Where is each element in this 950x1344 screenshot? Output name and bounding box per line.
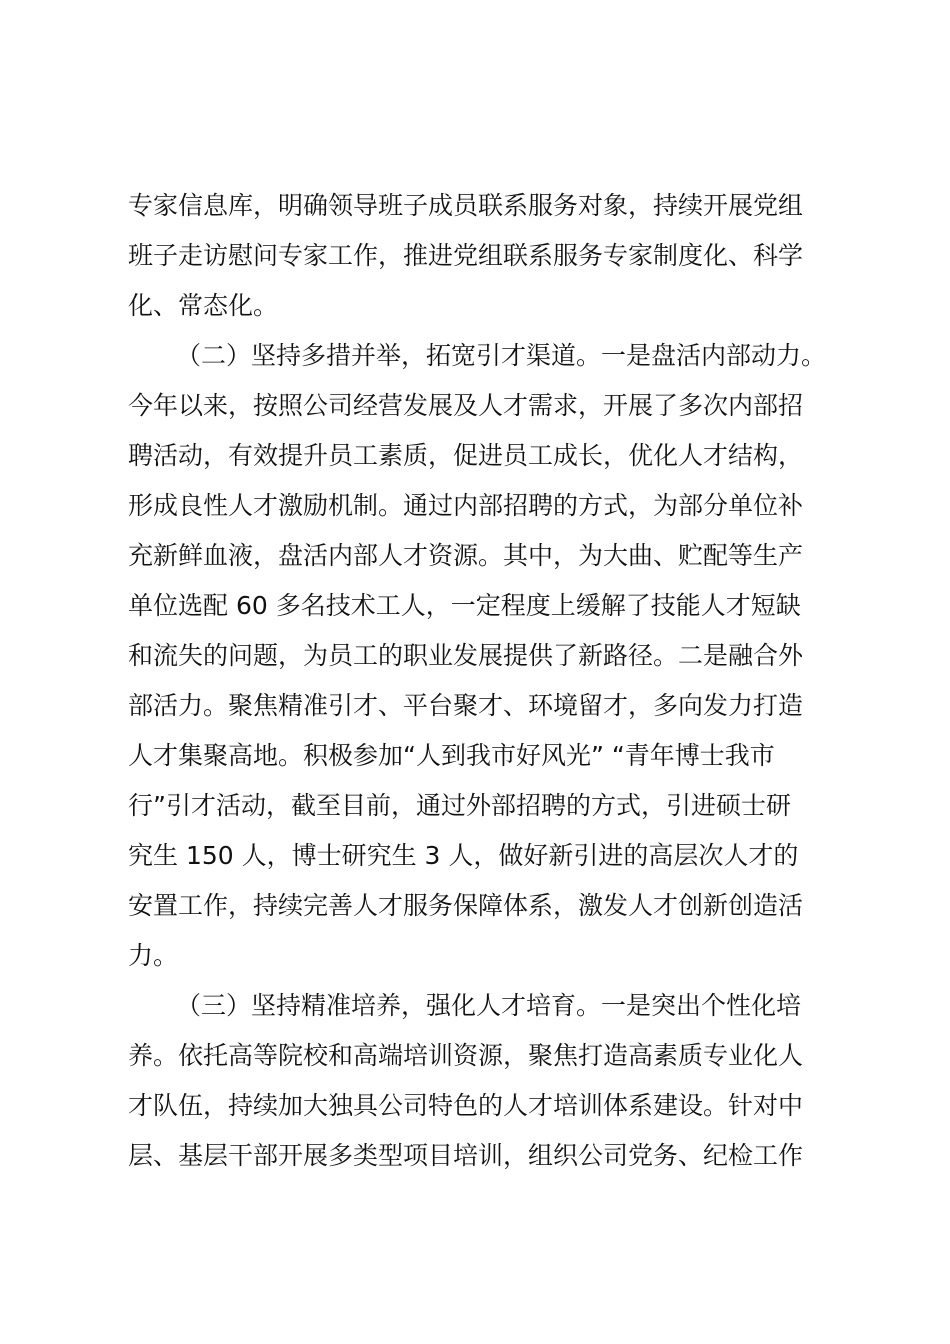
section-heading-line: （二）坚持多措并举，拓宽引才渠道。一是盘活内部动力。 — [176, 341, 827, 370]
text-line: 班子走访慰问专家工作，推进党组联系服务专家制度化、科学 — [128, 241, 804, 270]
text-line: 专家信息库，明确领导班子成员联系服务对象，持续开展党组 — [128, 191, 804, 220]
text-line: 形成良性人才激励机制。通过内部招聘的方式，为部分单位补 — [128, 491, 804, 520]
text-line: 聘活动，有效提升员工素质，促进员工成长，优化人才结构， — [128, 441, 804, 470]
text-line: 人才集聚高地。积极参加“人到我市好风光” “青年博士我市 — [128, 741, 775, 770]
text-line: 养。依托高等院校和高端培训资源，聚焦打造高素质专业化人 — [128, 1041, 804, 1070]
text-line: 充新鲜血液，盘活内部人才资源。其中，为大曲、贮配等生产 — [128, 541, 804, 570]
text-line: 行”引才活动，截至目前，通过外部招聘的方式，引进硕士研 — [128, 791, 791, 820]
section-heading-line: （三）坚持精准培养，强化人才培育。一是突出个性化培 — [176, 991, 802, 1020]
text-line: 才队伍，持续加大独具公司特色的人才培训体系建设。针对中 — [128, 1091, 804, 1120]
text-line: 化、常态化。 — [128, 291, 279, 320]
text-line: 层、基层干部开展多类型项目培训，组织公司党务、纪检工作 — [128, 1141, 804, 1170]
text-line: 力。 — [128, 941, 179, 970]
text-line: 安置工作，持续完善人才服务保障体系，激发人才创新创造活 — [128, 891, 804, 920]
text-line: 和流失的问题，为员工的职业发展提供了新路径。二是融合外 — [128, 641, 804, 670]
text-line: 单位选配 60 多名技术工人，一定程度上缓解了技能人才短缺 — [128, 591, 801, 620]
text-line: 今年以来，按照公司经营发展及人才需求，开展了多次内部招 — [128, 391, 804, 420]
text-line: 究生 150 人，博士研究生 3 人，做好新引进的高层次人才的 — [128, 841, 799, 870]
text-line: 部活力。聚焦精准引才、平台聚才、环境留才，多向发力打造 — [128, 691, 804, 720]
